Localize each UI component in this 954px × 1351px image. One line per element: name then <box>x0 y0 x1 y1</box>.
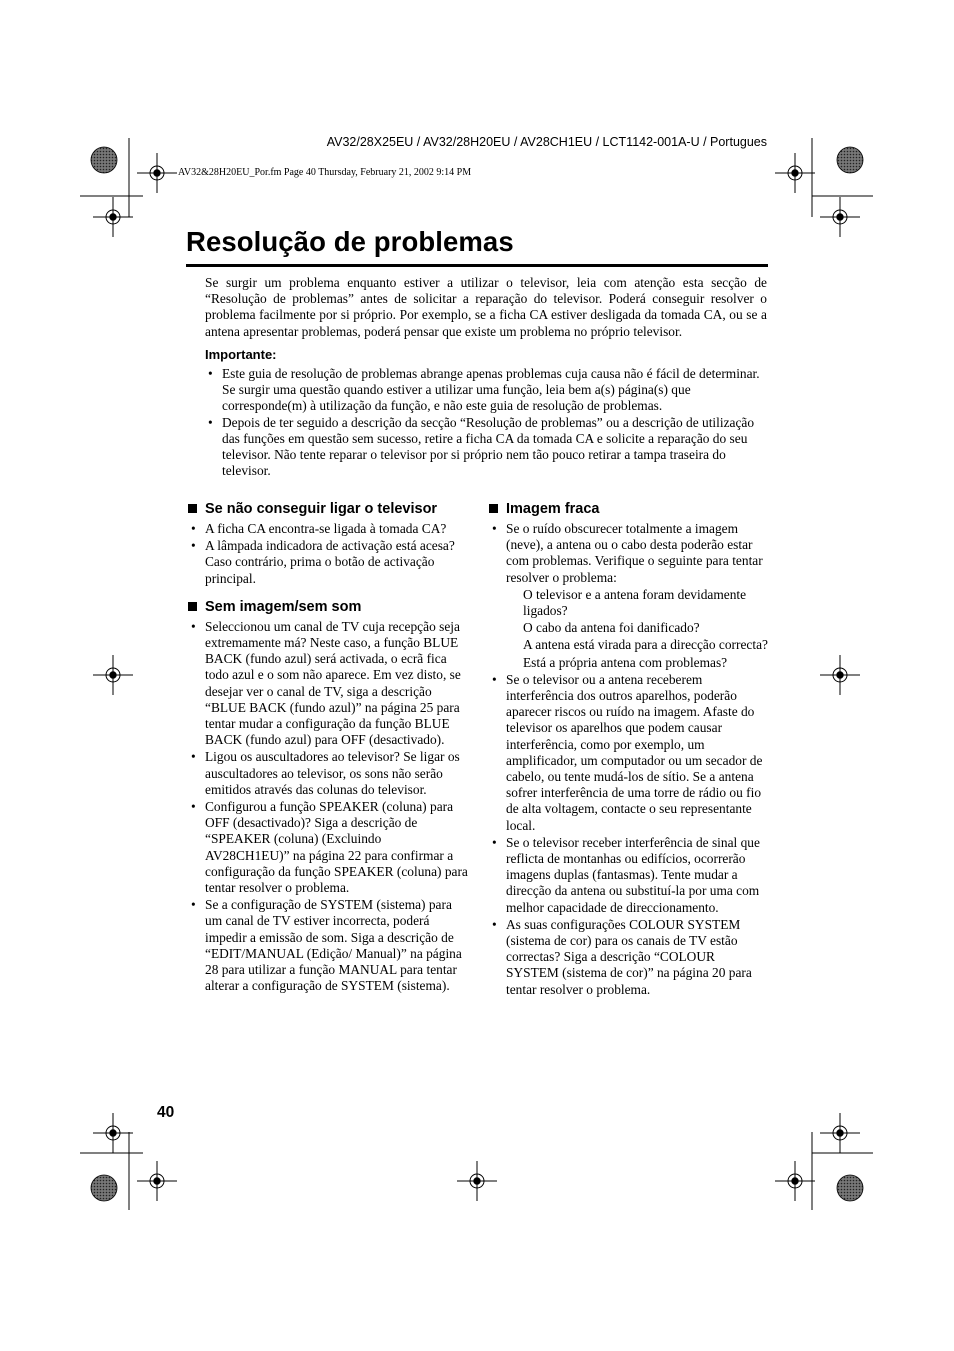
registration-target-icon <box>775 153 815 193</box>
section-heading-no-picture-sound <box>188 598 468 616</box>
section-heading-text: Se não conseguir ligar o televisor <box>205 501 438 517</box>
square-bullet-icon <box>188 602 197 611</box>
list-item: • As suas configurações COLOUR SYSTEM (sistema de cor) para os canais de TV estão correctas? Siga a descrição “COLOUR SYSTEM (sistema de cor)” na página 20 para tentar resolver o problema. <box>489 917 769 998</box>
list-item: • A lâmpada indicadora de activação está acesa? Caso contrário, prima o botão de activação principal. <box>188 538 468 587</box>
no-power-list <box>188 521 468 587</box>
list-item: • Se o televisor ou a antena receberem interferência dos outros aparelhos, poderão aparecer riscos ou ruído na imagem. Afaste do televisor os aparelhos que podem causar interferência, como por exemplo, um amplificador, um computador ou um secador de cabelo, ou tente mudá-los de sítio. Se a antena sofrer interferência de uma torre de rádio ou fio de alta voltagem, contacte o seu representante local. <box>489 672 769 834</box>
intro-block <box>205 275 767 479</box>
section-heading-text: Imagem fraca <box>506 501 600 517</box>
registration-target-icon <box>93 197 133 237</box>
list-item: • Seleccionou um canal de TV cuja recepção seja extremamente má? Neste caso, a função BLUE BACK (fundo azul) será activada, o ecrã fica todo azul e o som não aparece. Em vez disto, se desejar ver o canal de TV, siga a descrição “BLUE BACK (fundo azul)” na página 25 para tentar mudar a configuração da função BLUE BACK (fundo azul) para OFF (desactivado). <box>188 619 468 749</box>
registration-target-icon <box>457 1161 497 1201</box>
page-number: 40 <box>157 1104 175 1121</box>
important-heading: Importante: <box>205 346 277 362</box>
registration-target-icon <box>93 1113 133 1153</box>
section-heading-weak-picture <box>489 500 769 518</box>
title-underline <box>186 264 768 267</box>
list-item: • Configurou a função SPEAKER (coluna) para OFF (desactivado)? Siga a descrição de “SPEAKER (coluna) (Excluindo AV28CH1EU)” na página 22 para confirmar a configuração da função SPEAKER (coluna) para tentar resolver o problema. <box>188 799 468 896</box>
check-item: A antena está virada para a direcção correcta? <box>523 637 768 653</box>
list-item: • Se a configuração de SYSTEM (sistema) para um canal de TV estiver incorrecta, poderá impedir a emissão de som. Siga a descrição de “EDIT/MANUAL (Edição/ Manual)” na página 28 para utilizar a função MANUAL para tentar alterar a configuração de SYSTEM (sistema). <box>188 897 468 994</box>
section-heading-no-power <box>188 500 468 518</box>
list-item: • A ficha CA encontra-se ligada à tomada CA? <box>188 521 468 537</box>
list-item: • Este guia de resolução de problemas abrange apenas problemas cuja causa não é fácil de determinar. Se surgir uma questão quando estiver a utilizar uma função, leia bem a(s) página(s) que corresponde(m) à utilização da função, e não este guia de resolução de problemas. <box>205 366 767 415</box>
registration-target-icon <box>820 1113 860 1153</box>
square-bullet-icon <box>489 504 498 513</box>
list-item: • Se o televisor receber interferência de sinal que reflicta de montanhas ou edifícios, ocorrerão imagens duplas (fantasmas). Tente mudar a direcção da antena ou substituí-la por uma com melhor capacidade de direccionamento. <box>489 835 769 916</box>
registration-target-icon <box>820 197 860 237</box>
registration-target-icon <box>137 153 177 193</box>
registration-target-icon <box>93 655 133 695</box>
check-item: Está a própria antena com problemas? <box>523 654 728 670</box>
model-code-header: AV32/28X25EU / AV32/28H20EU / AV28CH1EU / LCT1142-001A-U / Portugues <box>326 135 767 149</box>
check-item: O televisor e a antena foram devidamente ligados? <box>523 586 747 619</box>
check-item: O cabo da antena foi danificado? <box>523 620 700 636</box>
file-info-line: AV32&28H20EU_Por.fm Page 40 Thursday, February 21, 2002 9:14 PM <box>178 167 472 178</box>
list-item: • Depois de ter seguido a descrição da secção “Resolução de problemas” ou a descrição de utilização das funções em questão sem sucesso, retire a ficha CA da tomada CA e solicite a reparação do seu televisor. Não tente reparar o televisor por si próprio nem tão pouco retirar a tampa traseira do televisor. <box>205 415 767 480</box>
registration-target-icon <box>820 655 860 695</box>
registration-target-icon <box>775 1161 815 1201</box>
right-column <box>489 500 769 999</box>
left-column <box>188 500 468 995</box>
list-item: • Ligou os auscultadores ao televisor? Se ligar os auscultadores ao televisor, os sons não serão emitidos através das colunas do televisor. <box>188 749 468 798</box>
square-bullet-icon <box>188 504 197 513</box>
no-picture-sound-list <box>188 619 468 995</box>
registration-target-icon <box>137 1161 177 1201</box>
section-heading-text: Sem imagem/sem som <box>205 598 362 615</box>
list-item: • Se o ruído obscurecer totalmente a imagem (neve), a antena ou o cabo desta poderão estar com problemas. Verifique o seguinte para tentar resolver o problema: <box>489 521 769 586</box>
important-list <box>205 366 767 479</box>
weak-picture-list <box>489 521 769 998</box>
intro-paragraph: Se surgir um problema enquanto estiver a utilizar o televisor, leia com atenção esta secção de “Resolução de problemas” antes de solicitar a reparação do televisor. Poderá conseguir resolver o problema facilmente por si próprio. Por exemplo, se a ficha CA estiver desligada da tomada CA, ou se a antena apresentar problemas, poderá pensar que existe um problema no próprio televisor. <box>205 275 767 339</box>
page-title: Resolução de problemas <box>186 226 514 257</box>
